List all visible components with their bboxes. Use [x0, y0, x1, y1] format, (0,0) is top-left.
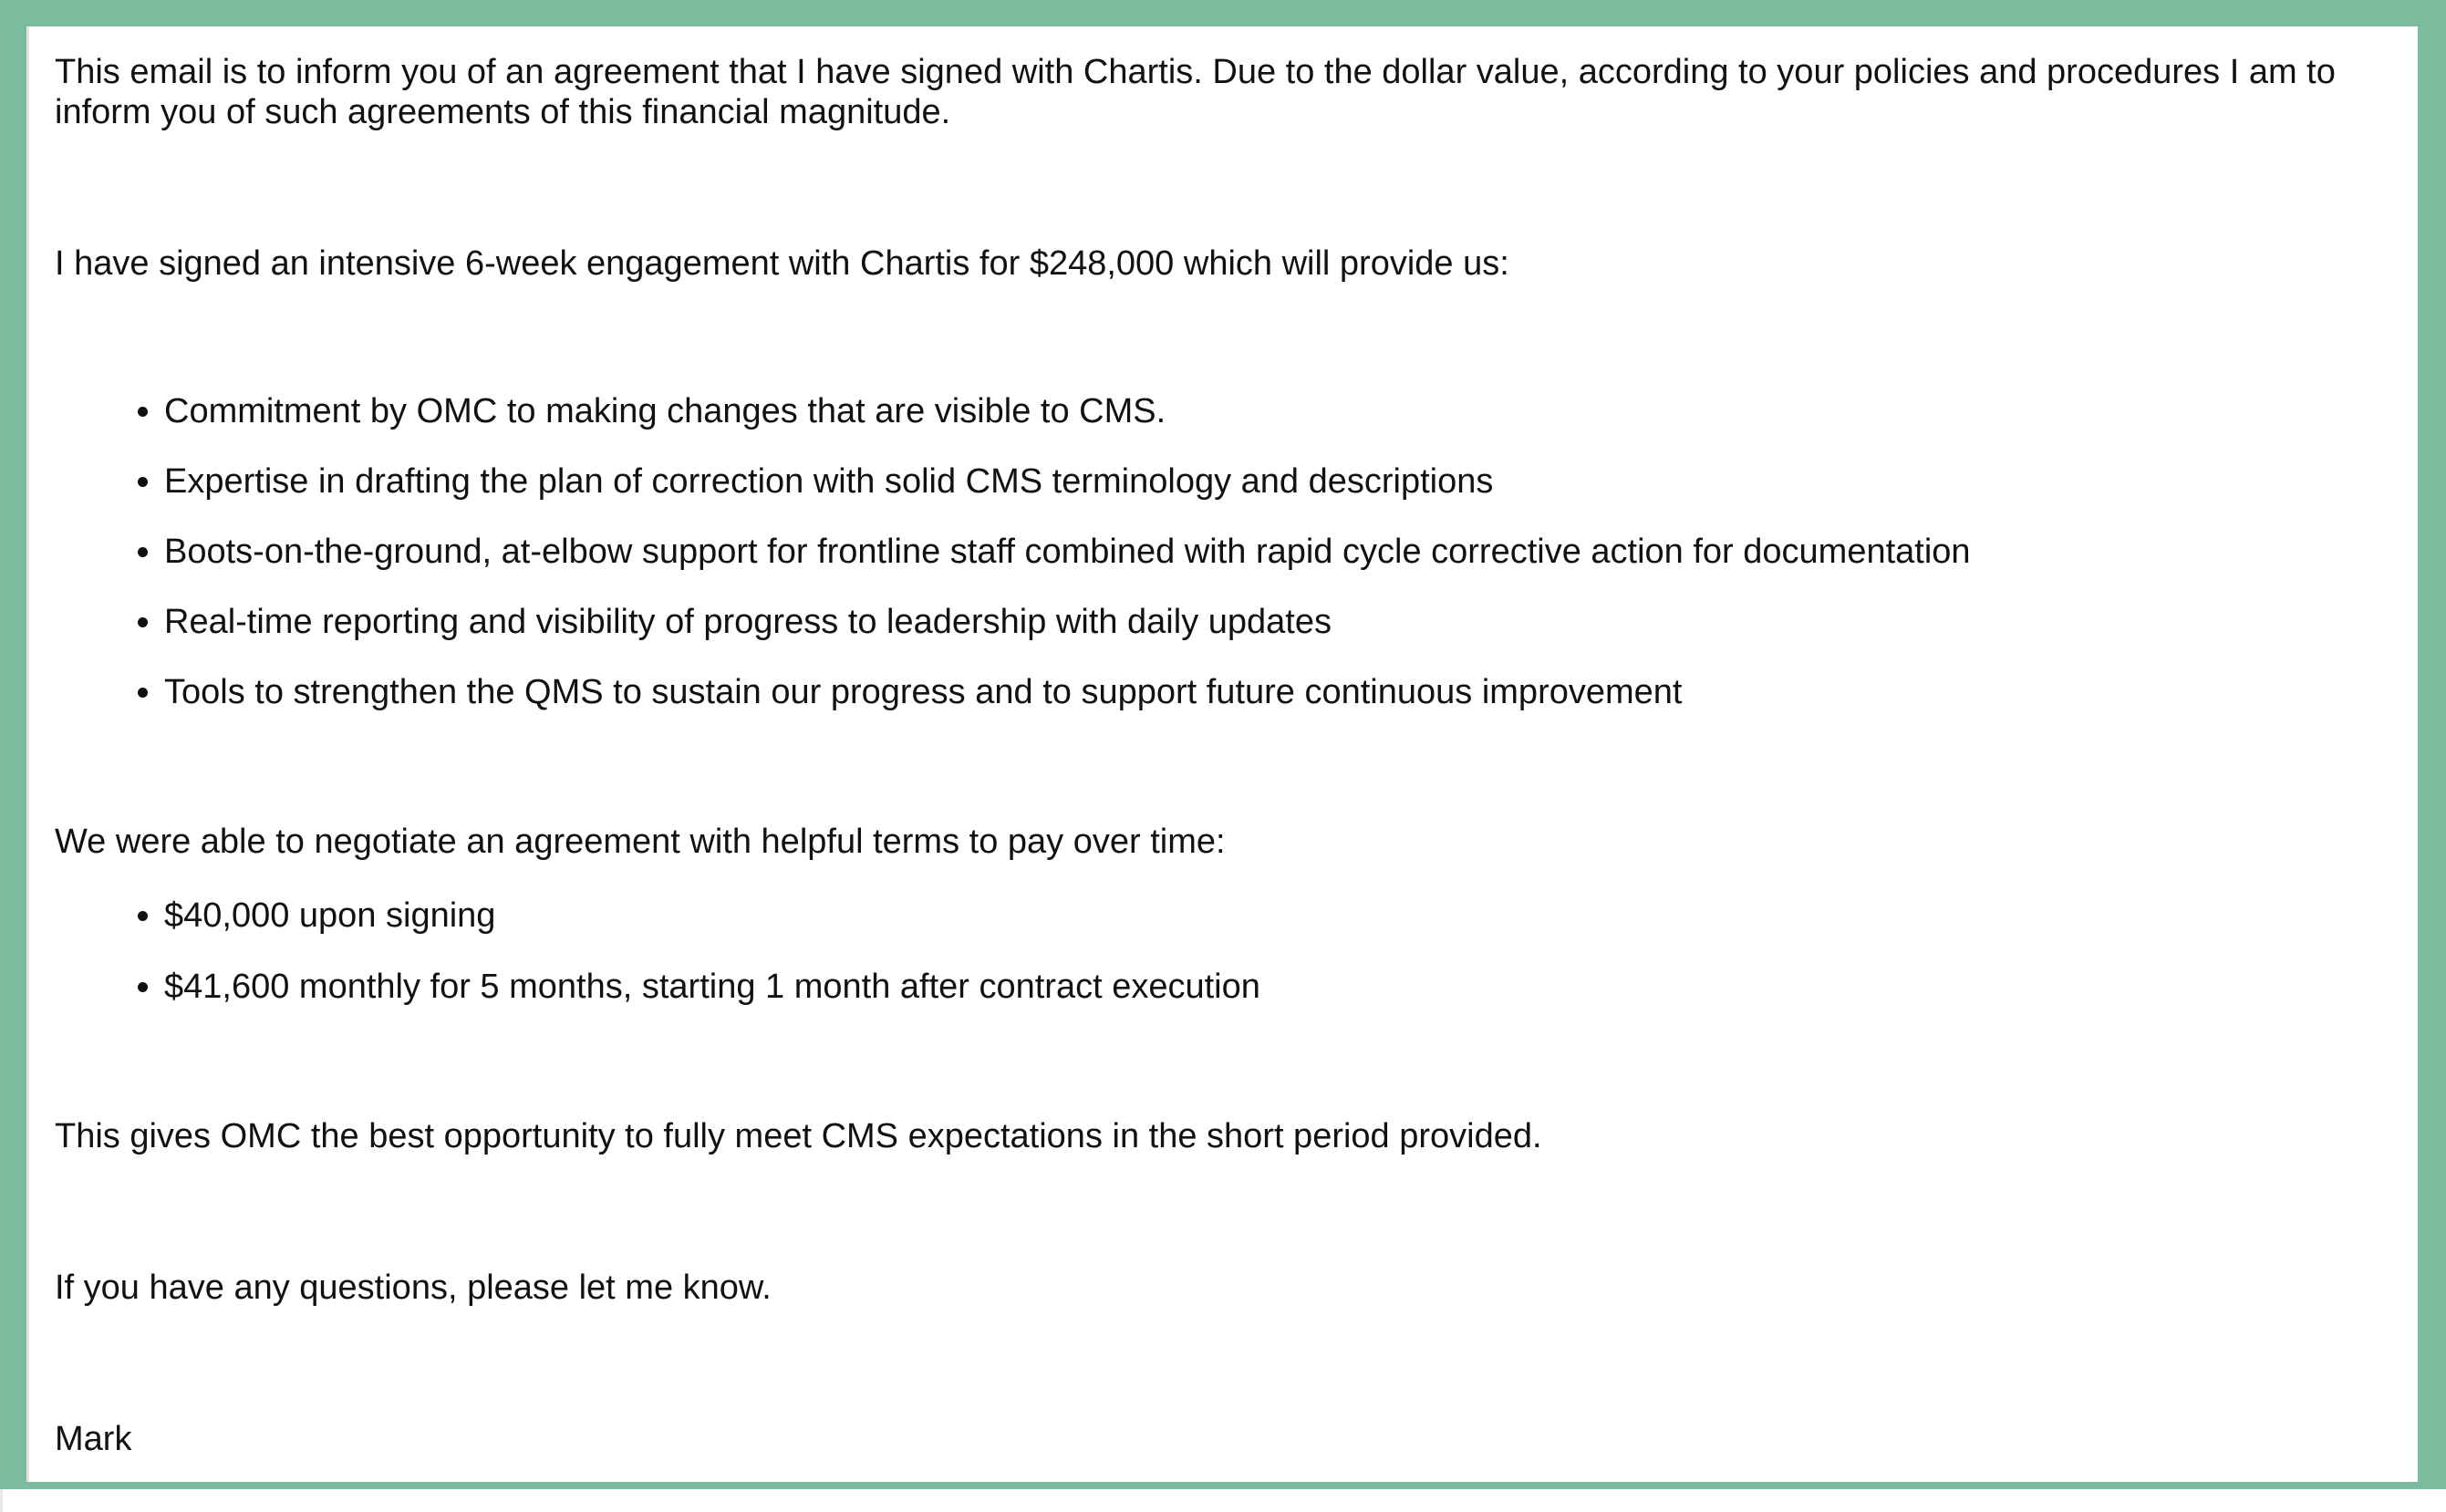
list-item: • $40,000 upon signing [164, 896, 2408, 936]
payment-terms-list [55, 896, 2408, 1007]
intro-paragraph: This email is to inform you of an agreement that I have signed with Chartis. Due to the dollar value, according to your policies and procedures I am to inform you of such agreements of this financial magnitude. [55, 53, 2336, 131]
list-item: • Commitment by OMC to making changes that are visible to CMS. [164, 391, 2408, 431]
left-divider [26, 26, 29, 1482]
email-body [26, 26, 2418, 1482]
list-item: • $41,600 monthly for 5 months, starting 1 month after contract execution [164, 967, 2408, 1007]
questions-paragraph: If you have any questions, please let me know. [55, 1269, 772, 1307]
opportunity-paragraph: This gives OMC the best opportunity to fully meet CMS expectations in the short period provided. [55, 1117, 1542, 1155]
bottom-strip [0, 1489, 2446, 1512]
list-item: • Tools to strengthen the QMS to sustain our progress and to support future continuous improvement [164, 672, 2408, 712]
signature: Mark [55, 1420, 132, 1458]
list-item: • Real-time reporting and visibility of progress to leadership with daily updates [164, 602, 2408, 642]
benefits-list [55, 391, 2408, 712]
signed-statement: I have signed an intensive 6-week engagement with Chartis for $248,000 which will provide us: [55, 244, 1509, 283]
list-item: • Boots-on-the-ground, at-elbow support for frontline staff combined with rapid cycle corrective action for documentation [164, 532, 2408, 572]
list-item: • Expertise in drafting the plan of correction with solid CMS terminology and descriptions [164, 461, 2408, 502]
email-content [55, 52, 2408, 1459]
terms-intro: We were able to negotiate an agreement with helpful terms to pay over time: [55, 823, 1226, 861]
